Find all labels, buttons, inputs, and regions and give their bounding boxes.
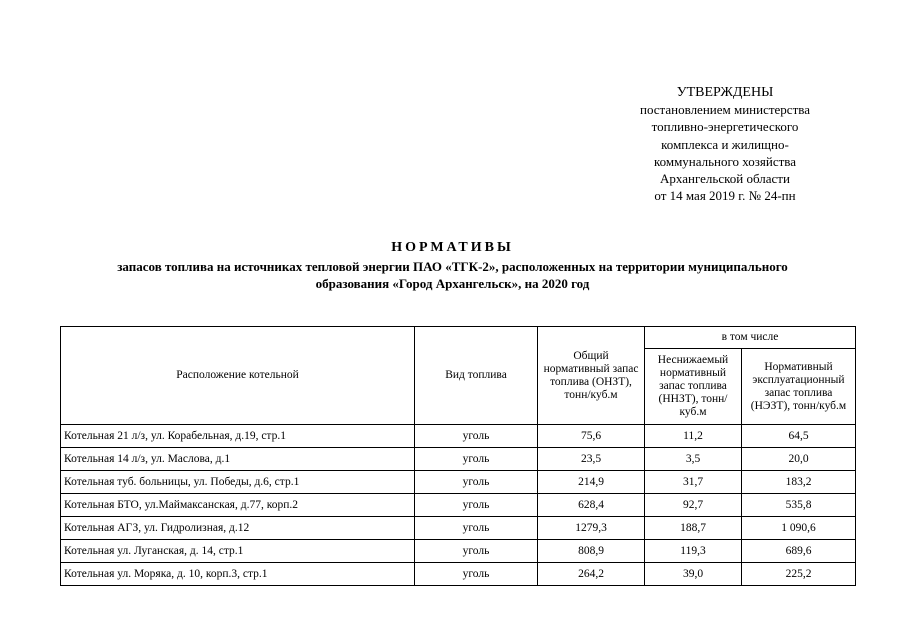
cell-nezt: 64,5	[742, 425, 856, 448]
header-onzt: Общий нормативный запас топлива (ОНЗТ), тонн/куб.м	[538, 327, 645, 425]
document-title: НОРМАТИВЫ	[391, 240, 514, 255]
cell-fuel: уголь	[415, 471, 538, 494]
cell-location: Котельная 14 л/з, ул. Маслова, д.1	[61, 448, 415, 471]
cell-location: Котельная ул. Моряка, д. 10, корп.3, стр.1	[61, 563, 415, 586]
table-row	[61, 494, 856, 517]
cell-location: Котельная ул. Луганская, д. 14, стр.1	[61, 540, 415, 563]
cell-location: Котельная 21 л/з, ул. Корабельная, д.19, стр.1	[61, 425, 415, 448]
cell-nezt: 689,6	[742, 540, 856, 563]
cell-nnzt: 188,7	[645, 517, 742, 540]
cell-onzt: 23,5	[538, 448, 645, 471]
table-row	[61, 563, 856, 586]
cell-fuel: уголь	[415, 517, 538, 540]
header-including: в том числе	[645, 327, 856, 349]
table-row	[61, 471, 856, 494]
approval-line: комплекса и жилищно-	[661, 136, 789, 152]
table-row	[61, 448, 856, 471]
cell-fuel: уголь	[415, 494, 538, 517]
approval-heading: УТВЕРЖДЕНЫ	[676, 85, 774, 100]
cell-onzt: 75,6	[538, 425, 645, 448]
cell-fuel: уголь	[415, 448, 538, 471]
cell-fuel: уголь	[415, 563, 538, 586]
cell-nezt: 535,8	[742, 494, 856, 517]
subtitle-line-2: образования «Город Архангельск», на 2020 год	[315, 276, 590, 291]
document-subtitle	[40, 258, 865, 292]
cell-nnzt: 3,5	[645, 448, 742, 471]
cell-nezt: 183,2	[742, 471, 856, 494]
approval-line: Архангельской области	[660, 171, 790, 187]
header-location: Расположение котельной	[61, 327, 415, 425]
norms-table	[60, 326, 856, 586]
cell-nnzt: 31,7	[645, 471, 742, 494]
cell-nnzt: 11,2	[645, 425, 742, 448]
cell-nnzt: 119,3	[645, 540, 742, 563]
subtitle-line-1: запасов топлива на источниках тепловой энергии ПАО «ТГК-2», расположенных на территории муниципального	[117, 259, 788, 274]
cell-location: Котельная АГЗ, ул. Гидролизная, д.12	[61, 517, 415, 540]
approval-block	[600, 84, 850, 204]
header-nezt: Нормативный эксплуатационный запас топлива (НЭЗТ), тонн/куб.м	[742, 349, 856, 425]
approval-line: от 14 мая 2019 г. № 24-пн	[654, 188, 796, 204]
approval-line: постановлением министерства	[639, 102, 810, 118]
table-row	[61, 517, 856, 540]
cell-fuel: уголь	[415, 425, 538, 448]
cell-nezt: 1 090,6	[742, 517, 856, 540]
table-row	[61, 540, 856, 563]
header-fuel-type: Вид топлива	[415, 327, 538, 425]
cell-onzt: 1279,3	[538, 517, 645, 540]
table-row	[61, 425, 856, 448]
cell-nnzt: 92,7	[645, 494, 742, 517]
cell-fuel: уголь	[415, 540, 538, 563]
approval-line: коммунального хозяйства	[653, 153, 797, 169]
approval-line: топливно-энергетического	[651, 119, 799, 135]
cell-onzt: 628,4	[538, 494, 645, 517]
cell-location: Котельная туб. больницы, ул. Победы, д.6, стр.1	[61, 471, 415, 494]
cell-onzt: 808,9	[538, 540, 645, 563]
header-nnzt: Неснижаемый нормативный запас топлива (ННЗТ), тонн/куб.м	[645, 349, 742, 425]
cell-nezt: 225,2	[742, 563, 856, 586]
cell-location: Котельная БТО, ул.Маймаксанская, д.77, корп.2	[61, 494, 415, 517]
cell-nnzt: 39,0	[645, 563, 742, 586]
cell-onzt: 214,9	[538, 471, 645, 494]
cell-nezt: 20,0	[742, 448, 856, 471]
cell-onzt: 264,2	[538, 563, 645, 586]
